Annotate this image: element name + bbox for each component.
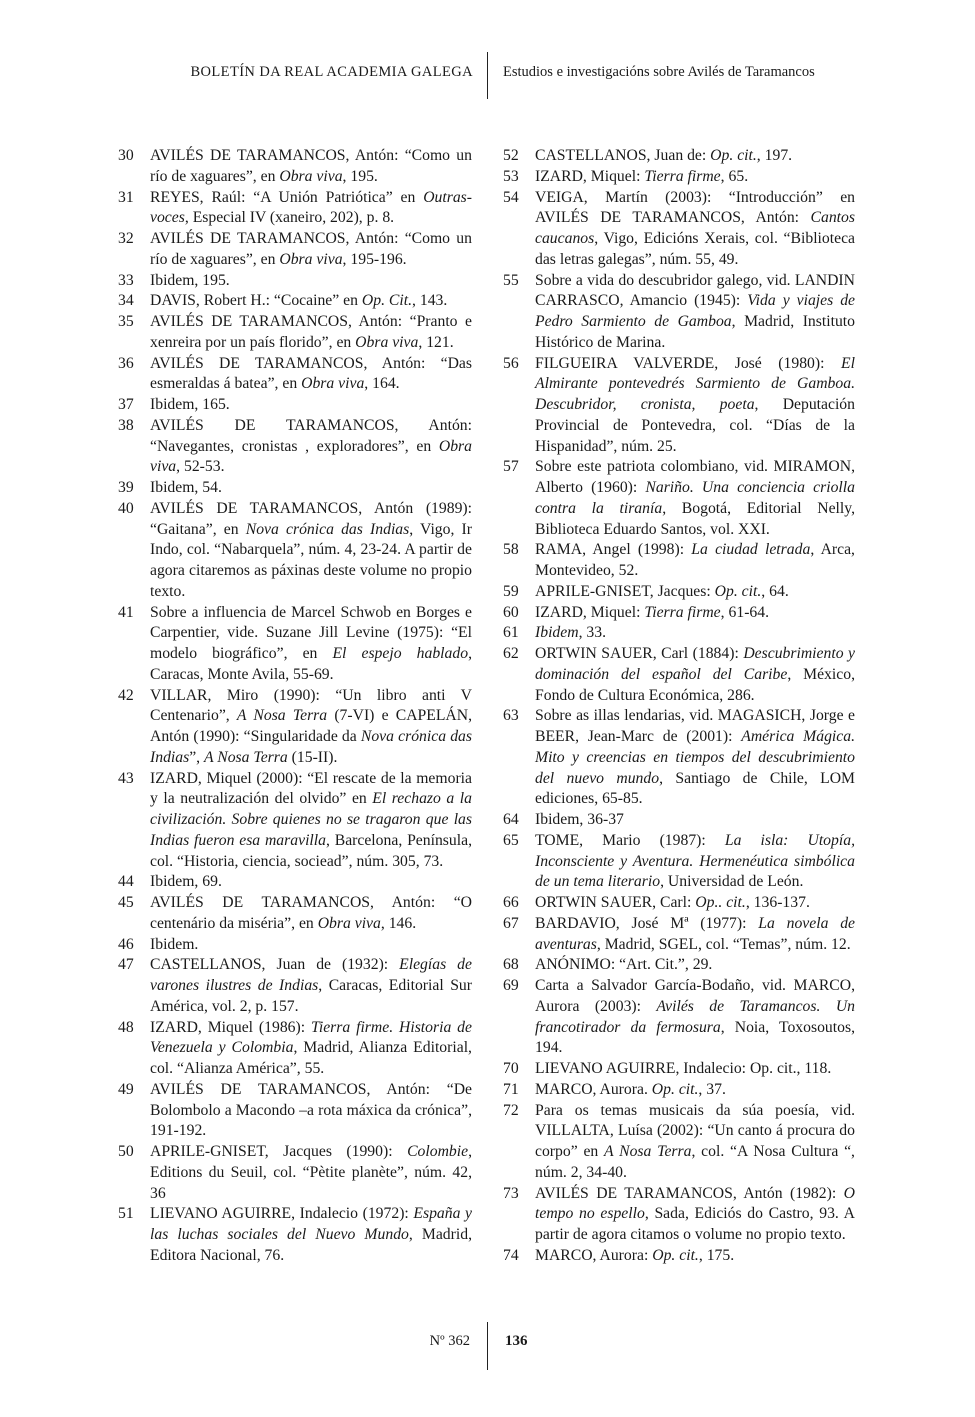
footnote-number: 71	[503, 1080, 519, 1098]
footnote-number: 41	[118, 603, 134, 621]
footnote	[118, 291, 472, 312]
footnote	[118, 686, 472, 769]
footnote	[118, 1080, 472, 1142]
footnote-text: AVILÉS DE TARAMANCOS, Antón: “Das esmeraldas á batea”, en Obra viva, 164.	[150, 354, 472, 393]
footnote	[118, 499, 472, 603]
footnote	[503, 457, 855, 540]
footnote-text: Ibidem, 165.	[150, 396, 230, 413]
footnote	[503, 810, 855, 831]
footnote	[118, 603, 472, 686]
footnote-number: 37	[118, 396, 134, 413]
footnote-number: 35	[118, 313, 134, 330]
footnote-number: 55	[503, 271, 519, 289]
footnote-number: 60	[503, 603, 519, 621]
footnote-text: AVILÉS DE TARAMANCOS, Antón (1982): O tempo no espello, Sada, Ediciós do Castro, 93. A partir de agora citamos o volume no propio texto.	[535, 1184, 855, 1243]
footnote-text: Ibidem, 195.	[150, 271, 230, 289]
footnote-text: MARCO, Aurora. Op. cit., 37.	[535, 1080, 726, 1098]
footnote-text: IZARD, Miquel (2000): “El rescate de la memoria y la neutralización del olvido” en El rechazo a la civilización. Sobre quienes no se tragaron que las Indias fueron esa maravilla, Barcelona, Península, col. “Historia, ciencia, sociead”, núm. 305, 73.	[150, 769, 472, 870]
footnote-text: Carta a Salvador García-Bodaño, vid. MARCO, Aurora (2003): Avilés de Taramancos. Un francotirador da fermosura, Noia, Toxosoutos, 194.	[535, 977, 856, 1057]
footnote	[503, 1101, 855, 1184]
running-header-section: Estudios e investigacións sobre Avilés de Taramancos	[503, 64, 815, 80]
footnote-number: 39	[118, 479, 134, 496]
footnote-text: RAMA, Angel (1998): La ciudad letrada, Arca, Montevideo, 52.	[535, 541, 855, 579]
footnote-text: Sobre este patriota colombiano, vid. MIRAMON, Alberto (1960): Nariño. Una conciencia criolla contra la tiranía, Bogotá, Editorial Nelly, Biblioteca Eduardo Santos, vol. XXI.	[535, 458, 855, 538]
footnote	[118, 1142, 472, 1204]
footnote	[118, 188, 472, 230]
footnote	[118, 416, 472, 478]
footnote-text: Ibidem, 33.	[535, 624, 607, 642]
footnote-number: 42	[118, 686, 134, 704]
footnote-number: 34	[118, 292, 134, 310]
footnote-number: 49	[118, 1080, 134, 1098]
footnote-number: 66	[503, 894, 519, 911]
footnote-text: VILLAR, Miro (1990): “Un libro anti V Centenario”, A Nosa Terra (7-VI) e CAPELÁN, Antón (1990): “Singularidade da Nova crónica das Indias”, A Nosa Terra (15-II).	[150, 686, 472, 766]
footnote-number: 33	[118, 271, 134, 289]
footnote	[118, 312, 472, 354]
footnote-number: 52	[503, 147, 519, 164]
footnote	[503, 1080, 855, 1101]
footnote-number: 38	[118, 416, 134, 434]
footnote-number: 65	[503, 831, 519, 849]
footnote	[503, 831, 855, 893]
running-header-journal: BOLETÍN DA REAL ACADEMIA GALEGA	[190, 64, 473, 80]
footnote-number: 48	[118, 1018, 134, 1036]
footnote-text: AVILÉS DE TARAMANCOS, Antón: “O centenário da miséria”, en Obra viva, 146.	[150, 894, 472, 932]
footnote-number: 36	[118, 354, 134, 372]
footnote	[503, 914, 855, 956]
footnote-number: 30	[118, 147, 134, 164]
footnote-text: APRILE-GNISET, Jacques (1990): Colombie, Editions du Seuil, col. “Pètite planète”, núm. 42, 36	[150, 1143, 472, 1202]
footnote-number: 67	[503, 914, 519, 932]
footnote-number: 44	[118, 873, 134, 891]
footnote-text: Sobre a vida do descubridor galego, vid. LANDIN CARRASCO, Amancio (1945): Vida y viajes de Pedro Sarmiento de Gamboa, Madrid, Instituto Histórico de Marina.	[535, 271, 856, 351]
footnote-text: MARCO, Aurora: Op. cit., 175.	[535, 1246, 735, 1264]
footnote	[118, 271, 472, 292]
footnote	[118, 955, 472, 1017]
page-number: 136	[505, 1333, 528, 1349]
footnote-text: Sobre a influencia de Marcel Schwob en Borges e Carpentier, vide. Suzane Jill Levine (1975): “El modelo biográfico”, en El espejo hablado, Caracas, Monte Avila, 55-69.	[150, 603, 472, 683]
footnote	[118, 872, 472, 893]
footnote	[118, 1204, 472, 1266]
footnote-number: 62	[503, 645, 519, 662]
footnote-number: 51	[118, 1205, 134, 1223]
footnote	[503, 1246, 855, 1267]
footnote	[118, 146, 472, 188]
footnote-number: 73	[503, 1184, 519, 1202]
footnote-text: Sobre as illas lendarias, vid. MAGASICH, Jorge e BEER, Jean-Marc de (2001): América Mágica. Mito y creencias en tiempos del descubrimiento del nuevo mundo, Santiago de Chile, LOM ediciones, 65-85.	[535, 707, 856, 808]
footnote-text: LIEVANO AGUIRRE, Indalecio: Op. cit., 118.	[535, 1060, 832, 1077]
footnote	[503, 623, 855, 644]
footnote-number: 32	[118, 230, 134, 247]
footnote-number: 54	[503, 188, 519, 206]
footnote-number: 68	[503, 956, 519, 974]
footnote-text: TOME, Mario (1987): La isla: Utopía, Inconsciente y Aventura. Hermenéutica simbólica de un tema literario, Universidad de León.	[535, 831, 855, 891]
footnote	[503, 146, 855, 167]
footnote	[118, 395, 472, 416]
footnote	[503, 354, 855, 458]
footnote-number: 40	[118, 499, 134, 517]
footnote-text: APRILE-GNISET, Jacques: Op. cit., 64.	[535, 582, 789, 600]
footnote-text: AVILÉS DE TARAMANCOS, Antón: “Navegantes, cronistas , exploradores”, en Obra viva, 52-53.	[150, 416, 472, 476]
footnote	[503, 1184, 855, 1246]
footnote	[503, 188, 855, 271]
footnote	[503, 706, 855, 810]
footnote	[503, 582, 855, 603]
footnote-text: BARDAVIO, José Mª (1977): La novela de aventuras, Madrid, SGEL, col. “Temas”, núm. 12.	[535, 914, 855, 953]
footnote-text: REYES, Raúl: “A Unión Patriótica” en Outras-voces, Especial IV (xaneiro, 202), p. 8.	[150, 188, 472, 227]
footnote-number: 31	[118, 188, 134, 206]
footnote-text: Ibidem, 54.	[150, 479, 222, 496]
footnote-number: 72	[503, 1101, 519, 1119]
footnote	[503, 271, 855, 354]
footnote-text: VEIGA, Martín (2003): “Introducción” en AVILÉS DE TARAMANCOS, Antón: Cantos caucanos, Vigo, Edicións Xerais, col. “Biblioteca das letras galegas”, núm. 55, 49.	[535, 188, 855, 268]
footnote	[503, 1059, 855, 1080]
footnote	[503, 603, 855, 624]
footnote-number: 59	[503, 582, 519, 600]
footnote-text: IZARD, Miquel: Tierra firme, 61-64.	[535, 603, 770, 621]
notes-column-right	[503, 146, 855, 1267]
footnote-text: CASTELLANOS, Juan de (1932): Elegías de varones ilustres de Indias, Caracas, Editorial Sur América, vol. 2, p. 157.	[150, 956, 472, 1015]
footnote	[118, 769, 472, 873]
footnote-number: 74	[503, 1246, 519, 1264]
footnote	[118, 478, 472, 499]
footnote-number: 61	[503, 624, 519, 642]
footnote	[118, 935, 472, 956]
footnote-number: 57	[503, 458, 519, 476]
footnote-text: IZARD, Miquel: Tierra firme, 65.	[535, 167, 749, 185]
footnote-text: Ibidem.	[150, 935, 199, 953]
footnote-text: ANÓNIMO: “Art. Cit.”, 29.	[535, 956, 713, 974]
footnote	[503, 955, 855, 976]
footnote-text: Para os temas musicais da súa poesía, vid. VILLALTA, Luísa (2002): “Un canto á procura do corpo” en A Nosa Terra, col. “A Nosa Cultura “, núm. 2, 34-40.	[535, 1101, 855, 1181]
footnote	[118, 893, 472, 935]
footnote-text: CASTELLANOS, Juan de: Op. cit., 197.	[535, 147, 793, 164]
footer-divider	[487, 1322, 488, 1370]
footnote-text: DAVIS, Robert H.: “Cocaine” en Op. Cit., 143.	[150, 292, 448, 310]
footnote-text: ORTWIN SAUER, Carl (1884): Descubrimiento y dominación del español del Caribe, México, Fondo de Cultura Económica, 286.	[535, 645, 855, 704]
footnote-number: 47	[118, 956, 134, 974]
footnote-number: 53	[503, 167, 519, 185]
footnote	[503, 644, 855, 706]
footnote-text: FILGUEIRA VALVERDE, José (1980): El Almirante pontevedrés Sarmiento de Gamboa. Descubridor, cronista, poeta, Deputación Provincial de Pontevedra, col. “Días de la Hispanidad”, núm. 25.	[535, 354, 855, 455]
footnote-text: AVILÉS DE TARAMANCOS, Antón: “Como un río de xaguares”, en Obra viva, 195-196.	[150, 230, 472, 268]
footnote-number: 43	[118, 769, 134, 787]
footnote-text: AVILÉS DE TARAMANCOS, Antón: “Pranto e xenreira por un país florido”, en Obra viva, 121.	[150, 313, 472, 351]
footnote	[503, 976, 855, 1059]
footnote-text: Ibidem, 69.	[150, 873, 222, 891]
header-divider	[487, 52, 488, 99]
footnote-text: AVILÉS DE TARAMANCOS, Antón: “De Bolombolo a Macondo –a rota máxica da crónica”, 191-192.	[150, 1080, 472, 1140]
footnote-number: 58	[503, 541, 519, 559]
footnote	[503, 167, 855, 188]
notes-column-left	[118, 146, 472, 1267]
footnote	[118, 354, 472, 396]
footnote-text: AVILÉS DE TARAMANCOS, Antón (1989): “Gaitana”, en Nova crónica das Indias, Vigo, Ir Indo, col. “Nabarquela”, núm. 4, 23-24. A partir de agora citaremos as páxinas deste volume no propio texto.	[150, 499, 473, 600]
footnote-text: AVILÉS DE TARAMANCOS, Antón: “Como un río de xaguares”, en Obra viva, 195.	[150, 147, 472, 185]
footnote-text: Ibidem, 36-37	[535, 811, 624, 828]
footnote-number: 45	[118, 894, 134, 911]
footnote-number: 70	[503, 1060, 519, 1077]
footnote-text: ORTWIN SAUER, Carl: Op.. cit., 136-137.	[535, 894, 810, 911]
footnote-text: IZARD, Miquel (1986): Tierra firme. Historia de Venezuela y Colombia, Madrid, Alianza Editorial, col. “Alianza América”, 55.	[150, 1018, 472, 1077]
footnote	[503, 893, 855, 914]
footnote	[118, 229, 472, 271]
issue-number: Nº 362	[429, 1333, 470, 1349]
footnote-number: 56	[503, 354, 519, 372]
footnote-number: 63	[503, 707, 519, 725]
footnote-number: 46	[118, 935, 134, 953]
footnote-text: LIEVANO AGUIRRE, Indalecio (1972): España y las luchas sociales del Nuevo Mundo, Madrid, Editora Nacional, 76.	[150, 1205, 472, 1264]
footnote-number: 64	[503, 811, 519, 828]
footnote-number: 69	[503, 977, 519, 994]
footnote-number: 50	[118, 1143, 134, 1160]
footnote	[118, 1018, 472, 1080]
footnote	[503, 540, 855, 582]
